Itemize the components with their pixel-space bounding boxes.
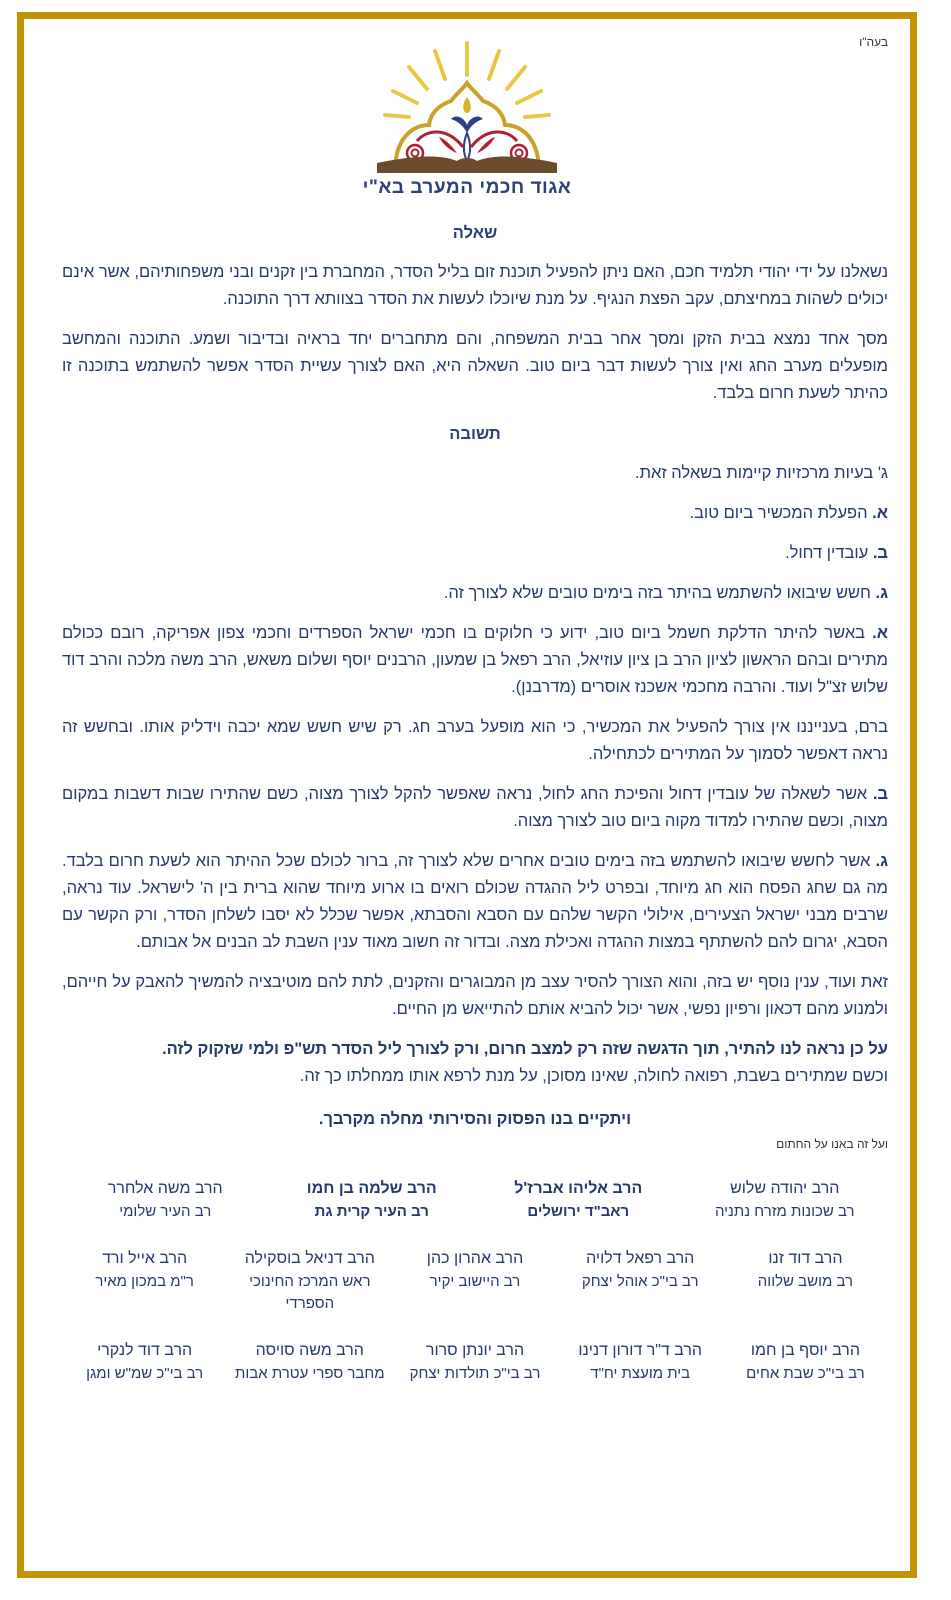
signer-title: רב בי"כ שמ"ש ומגן [86,1365,204,1382]
signer-title: רב בי"כ שבת אחים [746,1365,865,1382]
signer-name: הרב שלמה בן חמו [306,1180,437,1197]
discussion-paragraph [62,848,888,956]
signer-title: רב שכונות מזרח נתניה [714,1203,855,1220]
signer-name: הרב משה סויסה [255,1342,364,1359]
signatures-block [62,1177,888,1385]
issue-item [62,500,888,527]
signature-row [62,1177,888,1223]
answer-intro: ג' בעיות מרכזיות קיימות בשאלה זאת. [635,464,888,482]
signer-title: בית מועצת יח"ד [590,1365,691,1382]
signer-title: ראב"ד ירושלים [527,1203,630,1220]
issue-text: הפעלת המכשיר ביום טוב. [689,504,873,522]
signer-title: רב מושב שלווה [757,1273,853,1290]
document-frame [17,12,917,1578]
conclusion-ruling: על כן נראה לנו להתיר, תוך הדגשה שזה רק למצב חרום, ורק לצורך ליל הסדר תש"פ ולמי שזקוק לזה. [162,1040,888,1058]
signature [558,1247,723,1315]
signer-name: הרב רפאל דלויה [586,1250,695,1267]
question-paragraph: נשאלנו על ידי יהודי תלמיד חכם, האם ניתן להפעיל תוכנת זום בליל הסדר, המחברת בין זקנים ובני משפחותיהם, אשר אינם יכולים לשהות במחיצתם, עקב הפצת הנגיף. על מנת שיוכלו לעשות את הסדר בצוותא דרך התוכנה. [62,263,888,308]
signer-name: הרב דניאל בוסקילה [244,1250,375,1267]
closing-blessing: ויתקיים בנו הפסוק והסירותי מחלה מקרבך. [318,1110,632,1128]
signature [475,1177,682,1223]
signer-name: הרב אליהו אברז'ל [514,1180,643,1197]
issue-item [62,540,888,567]
question-paragraph: מסך אחד נמצא בבית הזקן ומסך אחר בבית המשפחה, והם מתחברים יחד בראיה ובדיבור ושמע. התוכנה והמחשב מופעלים מערב החג ואין צורך לעשות דבר ביום טוב. השאלה היא, האם לצורך עשיית הסדר אפשר להשתמש בתוכנה זו כהיתר לשעת חרום בלבד. [62,330,888,402]
discussion-paragraph [62,620,888,701]
signer-title: רב העיר קרית גת [314,1203,429,1220]
signature [682,1177,889,1223]
discussion-paragraph [62,714,888,768]
signatures-intro: ועל זה באנו על החתום [776,1137,888,1151]
signature [227,1247,392,1315]
signer-title: רב בי"כ תולדות יצחק [409,1365,541,1382]
discussion-paragraph [62,781,888,835]
signature [723,1339,888,1385]
signature [62,1177,269,1223]
discussion-label: ג. [875,852,888,870]
signature [62,1339,227,1385]
signature [723,1247,888,1315]
answer-heading: תשובה [449,425,501,443]
discussion-label: ב. [872,785,888,803]
signer-title: מחבר ספרי עטרת אבות [235,1365,385,1382]
signature [269,1177,476,1223]
signer-name: הרב דוד לנקרי [97,1342,193,1359]
conclusion [62,1036,888,1090]
signer-name: הרב ד"ר דורון דנינו [578,1342,703,1359]
signer-title: רב היישוב יקיר [429,1273,521,1290]
signer-name: הרב אייל ורד [102,1250,188,1267]
issue-item [62,580,888,607]
discussion-text: ברם, בענייננו אין צורך להפעיל את המכשיר, כי הוא מופעל בערב חג. רק שיש חשש שמא יכבה וידליק אותו. ובחשש זה נראה דאפשר לסמוך על המתירים לכתחילה. [62,718,888,763]
signer-title: ראש המרכז החינוכי הספרדי [249,1273,371,1312]
discussion-text: אשר לשאלה של עובדין דחול והפיכת החג לחול, נראה שאפשר להקל לצורך מצוה, כשם שהתירו שבות דשבות במקום מצוה, וכשם שהתירו למדוד מקוה ביום טוב לצורך מצוה. [62,785,888,830]
signer-title: ר"מ במכון מאיר [95,1273,194,1290]
signer-name: הרב אהרון כהן [426,1250,524,1267]
signature-row [62,1339,888,1385]
signature-row [62,1247,888,1315]
document-body [62,224,888,1385]
issue-text: עובדין דחול. [785,544,873,562]
corner-note: בעה"ו [859,35,888,49]
signature [227,1339,392,1385]
question-heading: שאלה [452,224,498,242]
signer-title: רב בי"כ אוהל יצחק [581,1273,699,1290]
signature [392,1247,557,1315]
signer-name: הרב יהודה שלוש [730,1180,840,1197]
signer-name: הרב דוד זנו [768,1250,843,1267]
signature [558,1339,723,1385]
logo-text: אגוד חכמי המערב בא"י [362,177,572,198]
discussion-label: א. [872,624,888,642]
signer-title: רב העיר שלומי [119,1203,212,1220]
issue-text: חשש שיבואו להשתמש בהיתר בזה בימים טובים שלא לצורך זה. [443,584,876,602]
organization-logo [347,33,587,201]
issue-label: א. [872,504,888,522]
conclusion-reason: וכשם שמתירים בשבת, רפואה לחולה, שאינו מסוכן, על מנת לרפא אותו ממחלתו כך זה. [299,1067,888,1085]
signer-name: הרב משה אלחרר [107,1180,223,1197]
logo-emblem-icon [347,33,587,173]
signature [392,1339,557,1385]
discussion-text: זאת ועוד, ענין נוסף יש בזה, והוא הצורך להסיר עצב מן המבוגרים והזקנים, לתת להם מוטיבציה להמשיך להאבק על חייהם, ולמנוע מהם דכאון ורפיון נפשי, אשר יכול להביא אותם להתייאש מן החיים. [62,973,888,1018]
discussion-text: אשר לחשש שיבואו להשתמש בזה בימים טובים אחרים שלא לצורך זה, ברור לכולם שכל ההיתר הוא לשעת חרום בלבד. מה גם שחג הפסח הוא חג מיוחד, ובפרט ליל ההגדה שכולם רואים בו ארוע מיוחד שהוא ברית בין ה' לישראל. עוד נראה, שרבים מבני ישראל הצעירים, אילולי הקשר שלהם עם הסבא והסבתא, אפשר שכלל לא יסבו לשלחן הסדר, ורק הקשר עם הסבא, יגרום להם להשתתף במצות ההגדה ואכילת מצה. ובדור זה חשוב מאוד ענין השבת לב הבנים אל אבותם. [62,852,888,951]
issue-label: ג. [875,584,888,602]
issue-label: ב. [872,544,888,562]
discussion-paragraph [62,969,888,1023]
discussion-text: באשר להיתר הדלקת חשמל ביום טוב, ידוע כי חלוקים בו חכמי ישראל הספרדים וחכמי צפון אפריקה, רובם ככולם מתירים ובהם הראשון לציון הרב בן ציון עוזיאל, הרב רפאל בן שמעון, הרבנים יוסף ושלום משאש, הרב משה מלכה והרב דוד שלוש זצ"ל ועוד. והרבה מחכמי אשכנז אוסרים (מדרבנן). [62,624,888,696]
signature [62,1247,227,1315]
signer-name: הרב יוסף בן חמו [750,1342,860,1359]
signer-name: הרב יונתן סרור [425,1342,525,1359]
